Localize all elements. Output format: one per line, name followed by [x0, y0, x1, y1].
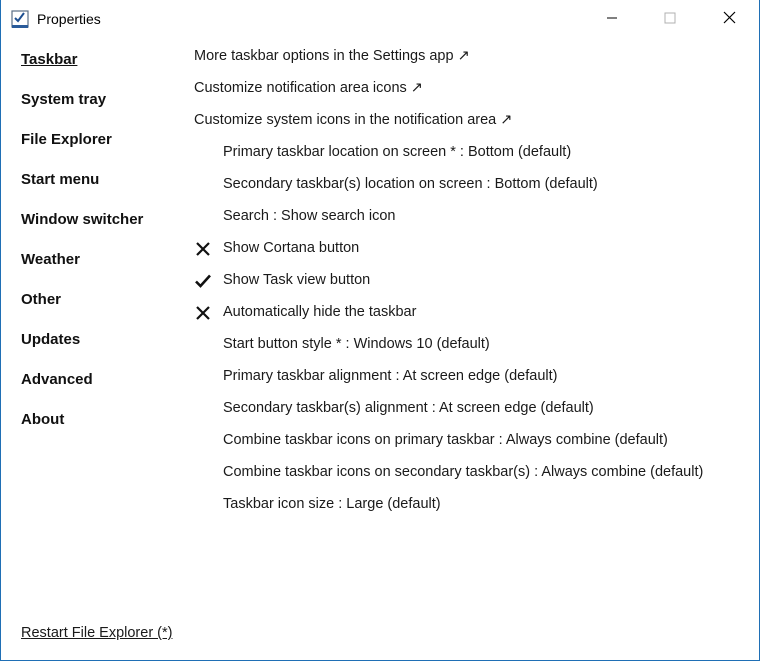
setting-label: Start button style * : Windows 10 (default): [223, 336, 490, 352]
setting-auto-hide-taskbar[interactable]: [194, 298, 754, 330]
setting-search[interactable]: [194, 202, 754, 234]
minimize-icon: [606, 11, 618, 29]
sidebar-item-label: Updates: [21, 331, 81, 348]
sidebar-item-label: Weather: [21, 251, 80, 268]
setting-label: Taskbar icon size : Large (default): [223, 496, 441, 512]
setting-label: Primary taskbar location on screen * : Bottom (default): [223, 144, 572, 160]
sidebar-item-weather[interactable]: [21, 246, 191, 286]
setting-primary-taskbar-alignment[interactable]: [194, 362, 754, 394]
notification-icons-link[interactable]: Customize notification area icons ↗: [194, 80, 423, 96]
check-icon: [194, 272, 212, 290]
sidebar-item-label: Taskbar: [21, 51, 78, 68]
sidebar-item-about[interactable]: [21, 406, 191, 446]
sidebar-item-file-explorer[interactable]: [21, 126, 191, 166]
sidebar-item-label: About: [21, 411, 65, 428]
maximize-button[interactable]: [641, 0, 699, 40]
setting-start-button-style[interactable]: [194, 330, 754, 362]
setting-show-task-view-button[interactable]: [194, 266, 754, 298]
sidebar-item-label: Advanced: [21, 371, 93, 388]
setting-label: Show Cortana button: [223, 240, 360, 256]
system-icons-link[interactable]: Customize system icons in the notification area ↗: [194, 112, 513, 128]
maximize-icon: [664, 11, 676, 29]
sidebar-item-label: File Explorer: [21, 131, 112, 148]
sidebar-item-taskbar[interactable]: [21, 46, 191, 86]
sidebar-item-advanced[interactable]: [21, 366, 191, 406]
sidebar-item-window-switcher[interactable]: [21, 206, 191, 246]
setting-label: Show Task view button: [223, 272, 371, 288]
setting-taskbar-icon-size[interactable]: [194, 490, 754, 522]
close-button[interactable]: [700, 0, 758, 40]
checkbox-app-icon: [11, 10, 31, 30]
sidebar-item-label: Window switcher: [21, 211, 144, 228]
setting-show-cortana-button[interactable]: [194, 234, 754, 266]
title-bar[interactable]: [1, 0, 759, 40]
sidebar-item-updates[interactable]: [21, 326, 191, 366]
settings-app-link[interactable]: More taskbar options in the Settings app ↗: [194, 48, 470, 64]
setting-combine-primary-icons[interactable]: [194, 426, 754, 458]
setting-label: Automatically hide the taskbar: [223, 304, 417, 320]
sidebar-item-other[interactable]: [21, 286, 191, 326]
cross-icon: [194, 304, 212, 322]
setting-secondary-taskbar-alignment[interactable]: [194, 394, 754, 426]
sidebar-item-system-tray[interactable]: [21, 86, 191, 126]
restart-file-explorer-link[interactable]: Restart File Explorer (*): [21, 625, 173, 641]
sidebar: [21, 46, 191, 446]
setting-label: Search : Show search icon: [223, 208, 396, 224]
setting-secondary-taskbar-location[interactable]: [194, 170, 754, 202]
cross-icon: [194, 240, 212, 258]
setting-primary-taskbar-location[interactable]: [194, 138, 754, 170]
sidebar-item-label: Start menu: [21, 171, 100, 188]
setting-label: Primary taskbar alignment : At screen edge (default): [223, 368, 558, 384]
minimize-button[interactable]: [583, 0, 641, 40]
sidebar-item-label: Other: [21, 291, 62, 308]
sidebar-item-start-menu[interactable]: [21, 166, 191, 206]
window-title: Properties: [37, 11, 101, 27]
setting-label: Combine taskbar icons on primary taskbar : Always combine (default): [223, 432, 668, 448]
taskbar-settings-panel: [194, 42, 754, 522]
sidebar-item-label: System tray: [21, 91, 107, 108]
setting-label: Secondary taskbar(s) location on screen : Bottom (default): [223, 176, 598, 192]
setting-label: Secondary taskbar(s) alignment : At screen edge (default): [223, 400, 594, 416]
setting-combine-secondary-icons[interactable]: [194, 458, 754, 490]
close-icon: [723, 11, 736, 29]
setting-label: Combine taskbar icons on secondary taskbar(s) : Always combine (default): [223, 464, 704, 480]
